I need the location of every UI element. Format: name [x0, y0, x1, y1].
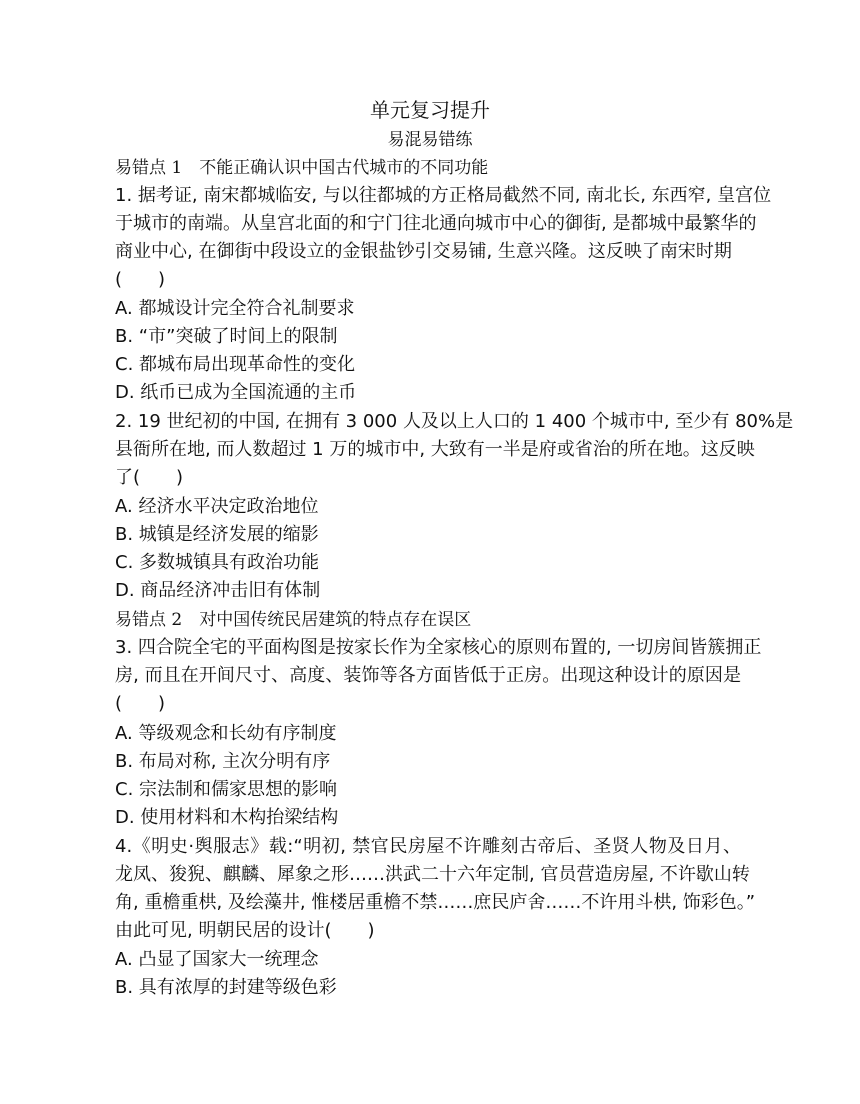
option-d: D. 使用材料和木构抬梁结构 — [115, 807, 339, 828]
option-c: C. 宗法制和儒家思想的影响 — [115, 779, 338, 800]
question-3-line: 房, 而且在开间尺寸、高度、装饰等各方面皆低于正房。出现这种设计的原因是 — [115, 665, 741, 686]
question-1-line: 1. 据考证, 南宋都城临安, 与以往都城的方正格局截然不同, 南北长, 东西窄, 皇宫位 — [115, 185, 772, 206]
question-1-line: 商业中心, 在御街中段设立的金银盐钞引交易铺, 生意兴隆。这反映了南宋时期 — [115, 241, 732, 262]
option-d: D. 纸币已成为全国流通的主币 — [115, 382, 357, 403]
question-4-line: 角, 重檐重栱, 及绘藻井, 惟楼居重檐不禁……庶民庐舍……不许用斗栱, 饰彩色。” — [115, 892, 756, 913]
option-b: B. 具有浓厚的封建等级色彩 — [115, 977, 337, 998]
option-d: D. 商品经济冲击旧有体制 — [115, 580, 321, 601]
page-title: 单元复习提升 — [370, 98, 490, 122]
question-4-line: 4.《明史·舆服志》载:“明初, 禁官民房屋不许雕刻古帝后、圣贤人物及日月、 — [115, 836, 741, 857]
question-2-line: 县衙所在地, 而人数超过 1 万的城市中, 大致有一半是府或省治的所在地。这反映 — [115, 439, 755, 460]
option-a: A. 凸显了国家大一统理念 — [115, 949, 319, 970]
option-a: A. 经济水平决定政治地位 — [115, 496, 319, 517]
option-b: B. 城镇是经济发展的缩影 — [115, 524, 319, 545]
option-a: A. 等级观念和长幼有序制度 — [115, 723, 337, 744]
question-1-line: 于城市的南端。从皇宫北面的和宁门往北通向城市中心的御街, 是都城中最繁华的 — [115, 213, 757, 234]
section-heading-2: 易错点 2 对中国传统民居建筑的特点存在误区 — [115, 610, 472, 630]
question-2-line: 了( ) — [115, 467, 184, 488]
section-heading-1: 易错点 1 不能正确认识中国古代城市的不同功能 — [115, 158, 489, 178]
option-c: C. 多数城镇具有政治功能 — [115, 552, 320, 573]
page-subtitle: 易混易错练 — [387, 130, 473, 150]
answer-blank: ( ) — [115, 693, 166, 714]
option-b: B. “市”突破了时间上的限制 — [115, 326, 338, 347]
answer-blank: ( ) — [115, 269, 166, 290]
question-4-line: 由此可见, 明朝民居的设计( ) — [115, 920, 375, 941]
option-a: A. 都城设计完全符合礼制要求 — [115, 298, 355, 319]
option-c: C. 都城布局出现革命性的变化 — [115, 354, 356, 375]
question-3-line: 3. 四合院全宅的平面构图是按家长作为全家核心的原则布置的, 一切房间皆簇拥正 — [115, 637, 762, 658]
question-4-line: 龙凤、狻猊、麒麟、犀象之形……洪武二十六年定制, 官员营造房屋, 不许歇山转 — [115, 864, 750, 885]
question-2-line: 2. 19 世纪初的中国, 在拥有 3 000 人及以上人口的 1 400 个城市中, 至少有 80%是 — [115, 411, 794, 432]
option-b: B. 布局对称, 主次分明有序 — [115, 751, 331, 772]
